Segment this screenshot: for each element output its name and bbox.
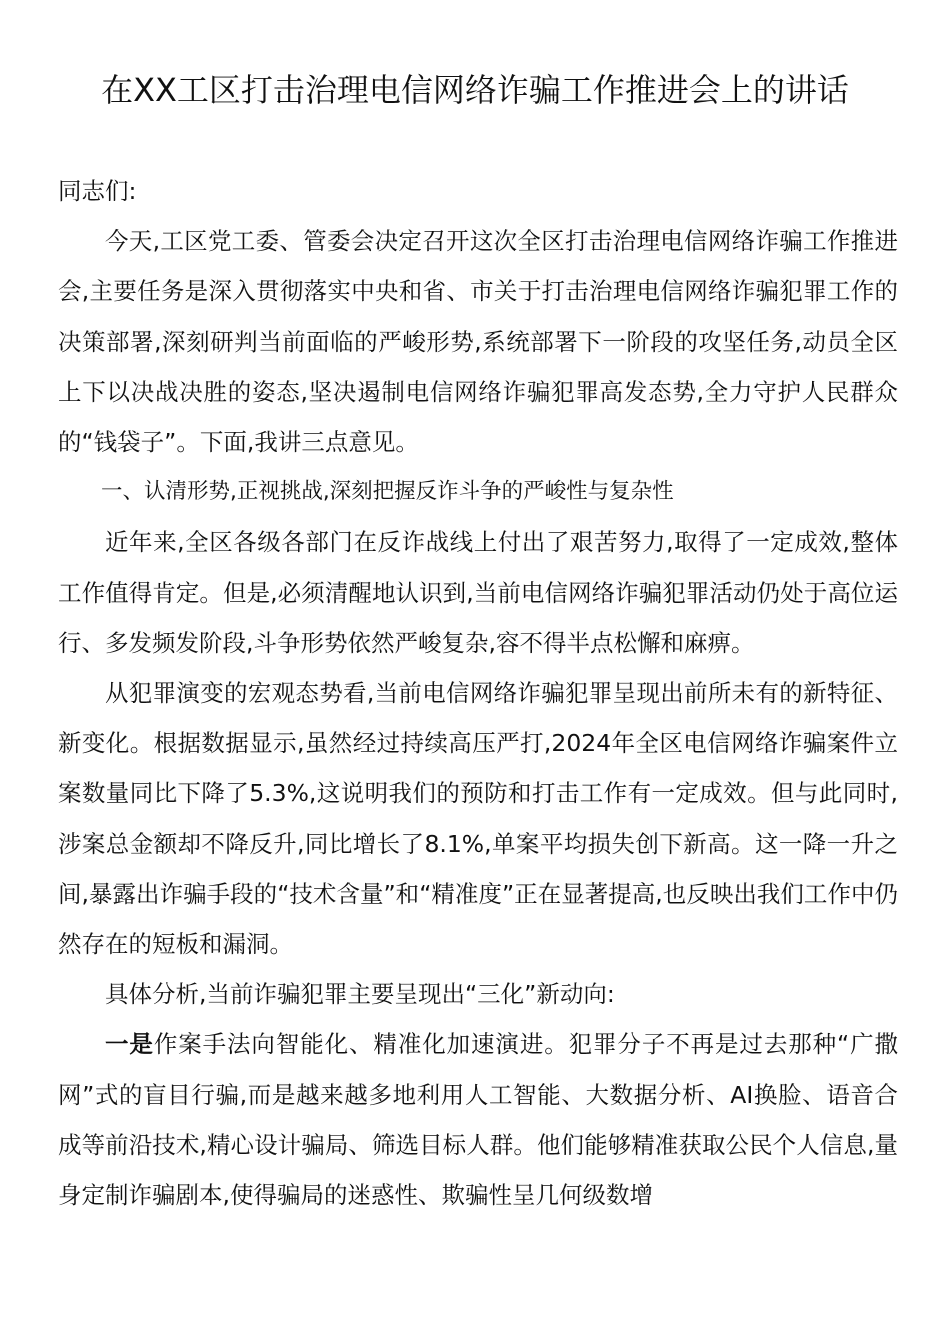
paragraph-point-one bbox=[58, 1019, 898, 1220]
point-one-text: 作案手法向智能化、精准化加速演进。犯罪分子不再是过去那种“广撒网”式的盲目行骗,而是越来越多地利用人工智能、大数据分析、AI换脸、语音合成等前沿技术,精心设计骗局、筛选目标人群。他们能够精准获取公民个人信息,量身定制诈骗剧本,使得骗局的迷惑性、欺骗性呈几何级数增 bbox=[58, 1030, 898, 1210]
paragraph-situation: 近年来,全区各级各部门在反诈战线上付出了艰苦努力,取得了一定成效,整体工作值得肯定。但是,必须清醒地认识到,当前电信网络诈骗犯罪活动仍处于高位运行、多发频发阶段,斗争形势依然严峻复杂,容不得半点松懈和麻痹。 bbox=[58, 528, 898, 657]
document-title: 在XX工区打击治理电信网络诈骗工作推进会上的讲话 bbox=[101, 71, 849, 109]
paragraph-analysis-intro: 具体分析,当前诈骗犯罪主要呈现出“三化”新动向: bbox=[105, 980, 615, 1009]
paragraph-trend: 从犯罪演变的宏观态势看,当前电信网络诈骗犯罪呈现出前所未有的新特征、新变化。根据数据显示,虽然经过持续高压严打,2024年全区电信网络诈骗案件立案数量同比下降了5.3%,这说明我们的预防和打击工作有一定成效。但与此同时,涉案总金额却不降反升,同比增长了8.1%,单案平均损失创下新高。这一降一升之间,暴露出诈骗手段的“技术含量”和“精准度”正在显著提高,也反映出我们工作中仍然存在的短板和漏洞。 bbox=[58, 679, 898, 959]
point-one-lead: 一是 bbox=[105, 1030, 154, 1059]
document-body bbox=[58, 166, 898, 1220]
salutation: 同志们: bbox=[58, 177, 137, 205]
section-heading-1: 一、认清形势,正视挑战,深刻把握反诈斗争的严峻性与复杂性 bbox=[101, 479, 674, 505]
paragraph-opening: 今天,工区党工委、管委会决定召开这次全区打击治理电信网络诈骗工作推进会,主要任务是深入贯彻落实中央和省、市关于打击治理电信网络诈骗犯罪工作的决策部署,深刻研判当前面临的严峻形势,系统部署下一阶段的攻坚任务,动员全区上下以决战决胜的姿态,坚决遏制电信网络诈骗犯罪高发态势,全力守护人民群众的“钱袋子”。下面,我讲三点意见。 bbox=[58, 227, 898, 457]
